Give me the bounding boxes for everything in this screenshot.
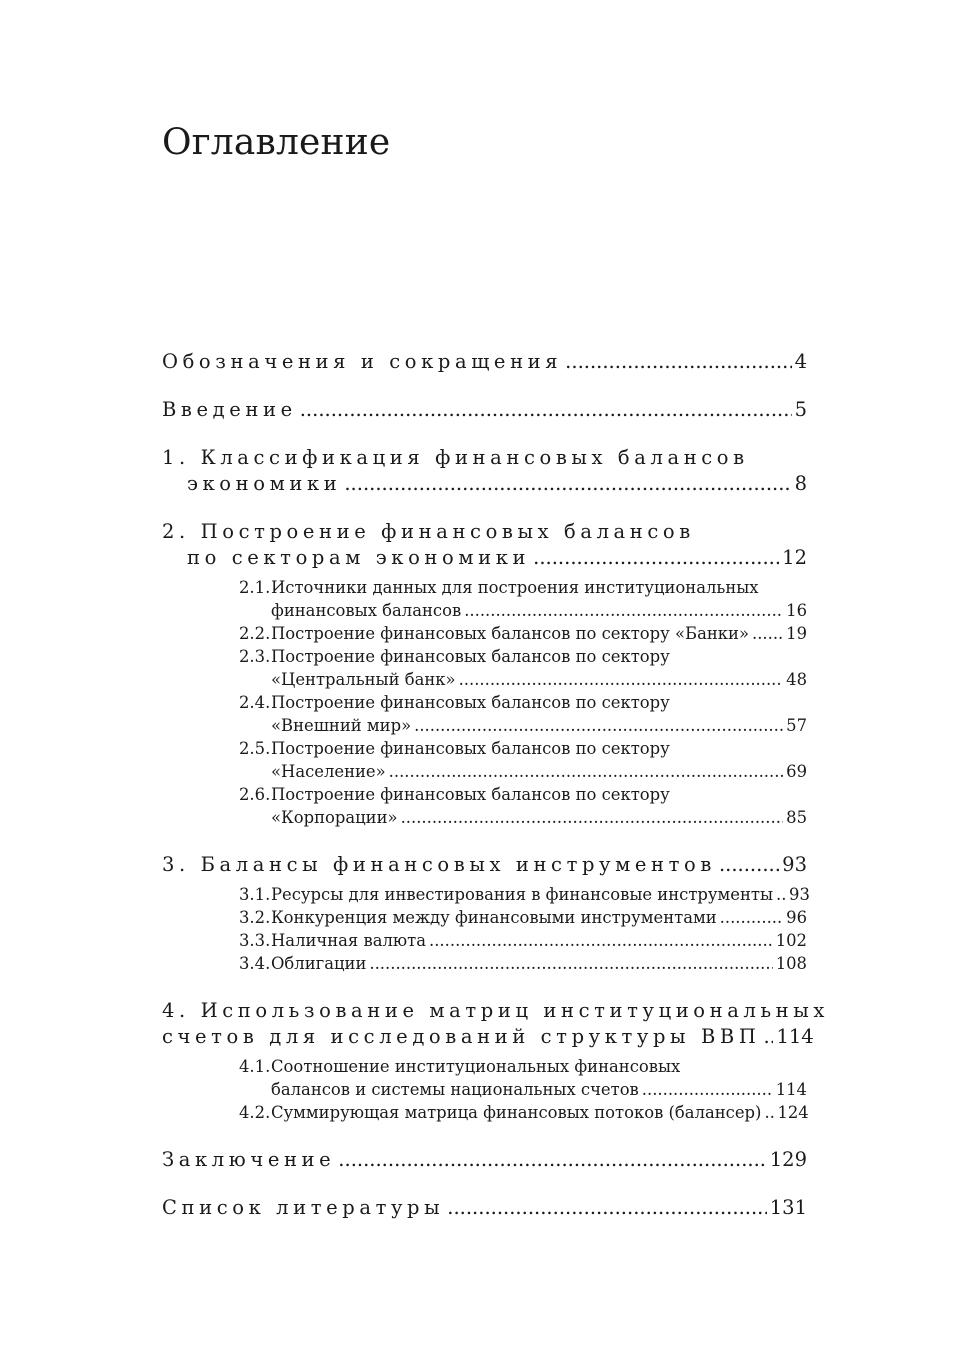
section-number: 3.4. [239,954,271,973]
page-number: 48 [786,670,807,689]
chapter-title-line1: Построение финансовых балансов [200,520,695,543]
page-number: 8 [794,472,807,495]
section-title-line1: Источники данных для построения институциональных [271,578,759,597]
section-title-line1: Наличная валюта [271,931,427,950]
dot-leader [429,931,773,950]
section-number: 4.2. [239,1103,271,1122]
dot-leader [464,601,783,620]
table-of-contents [162,350,829,1222]
page-number: 114 [776,1025,814,1048]
toc-chapter-2[interactable] [162,520,807,572]
toc-section-3-1[interactable] [239,885,810,908]
chapter-number: 1. [162,446,190,469]
section-title-line1: Облигации [271,954,367,973]
section-title-line1: Построение финансовых балансов по сектору [271,647,670,666]
toc-chapter-1[interactable] [162,446,807,498]
dot-leader [300,398,792,421]
section-title-line2: финансовых балансов [271,601,462,620]
dot-leader [720,908,783,927]
toc-chapter-4[interactable] [162,999,829,1051]
section-number: 2.1. [239,578,271,597]
chapter-title-line2: экономики [187,472,342,495]
toc-entry-references[interactable] [162,1196,807,1222]
toc-section-4-2[interactable] [239,1103,807,1126]
chapter-number: 4. [162,999,190,1022]
page-number: 129 [769,1148,807,1171]
chapter-number: 3. [162,853,190,876]
toc-section-3-2[interactable] [239,908,807,931]
section-number: 2.4. [239,693,271,712]
dot-leader [763,1025,773,1048]
section-title-line1: Построение финансовых балансов по сектору [271,739,670,758]
dot-leader [642,1080,773,1099]
section-number: 2.2. [239,624,271,643]
dot-leader [459,670,784,689]
dot-leader [764,1103,774,1122]
toc-section-2-2[interactable] [239,624,807,647]
section-title-line1: Ресурсы для инвестирования в финансовые инструменты [271,885,774,904]
section-title-line1: Соотношение институциональных финансовых [271,1057,681,1076]
chapter-title-line2: счетов для исследований структуры ВВП [162,1025,761,1048]
page-number: 102 [775,931,807,950]
section-number: 3.3. [239,931,271,950]
section-title-line2: балансов и системы национальных счетов [271,1080,639,1099]
toc-entry-conclusion[interactable] [162,1148,807,1174]
page-number: 85 [786,808,807,827]
toc-entry-title: Заключение [162,1148,336,1171]
page-number: 57 [786,716,807,735]
section-title-line2: «Внешний мир» [271,716,412,735]
dot-leader [447,1196,767,1219]
dot-leader [389,762,783,781]
page-number: 131 [769,1196,807,1219]
dot-leader [344,472,791,495]
chapter-4-sections [239,1057,807,1126]
toc-chapter-3[interactable] [162,853,807,879]
dot-leader [401,808,784,827]
section-number: 2.5. [239,739,271,758]
dot-leader [414,716,783,735]
page-title: Оглавление [162,122,391,163]
toc-entry-abbreviations[interactable] [162,350,807,376]
page-number: 19 [786,624,807,643]
toc-entry-title: Список литературы [162,1196,445,1219]
toc-section-2-6[interactable] [239,785,807,831]
toc-entry-title: Обозначения и сокращения [162,350,563,373]
toc-section-2-3[interactable] [239,647,807,693]
section-number: 3.2. [239,908,271,927]
section-number: 4.1. [239,1057,271,1076]
dot-leader [338,1148,766,1171]
section-title-line2: «Центральный банк» [271,670,456,689]
section-title-line1: Конкуренция между финансовыми инструментами [271,908,717,927]
section-title-line2: «Корпорации» [271,808,398,827]
section-title-line1: Построение финансовых балансов по сектору [271,785,670,804]
toc-section-2-4[interactable] [239,693,807,739]
dot-leader [565,350,791,373]
page-number: 5 [794,398,807,421]
page-number: 93 [789,885,810,904]
toc-section-4-1[interactable] [239,1057,807,1103]
chapter-title-line1: Балансы финансовых инструментов [200,853,716,876]
toc-section-3-4[interactable] [239,954,807,977]
section-title-line1: Построение финансовых балансов по сектору «Банки» [271,624,749,643]
page-number: 16 [786,601,807,620]
page-number: 93 [782,853,807,876]
dot-leader [719,853,779,876]
toc-entry-introduction[interactable] [162,398,807,424]
page-number: 69 [786,762,807,781]
dot-leader [776,885,786,904]
chapter-number: 2. [162,520,190,543]
section-number: 2.6. [239,785,271,804]
page-number: 124 [777,1103,809,1122]
chapter-title-line1: Классификация финансовых балансов [200,446,749,469]
chapter-title-line1: Использование матриц институциональных [200,999,829,1022]
section-number: 3.1. [239,885,271,904]
page-number: 4 [794,350,807,373]
section-title-line2: «Население» [271,762,386,781]
page-number: 114 [775,1080,807,1099]
section-title-line1: Построение финансовых балансов по сектору [271,693,670,712]
toc-section-2-1[interactable] [239,578,807,624]
chapter-2-sections [239,578,807,831]
toc-entry-title: Введение [162,398,297,421]
page-number: 96 [786,908,807,927]
page-number: 12 [782,546,807,569]
dot-leader [752,624,783,643]
chapter-title-line2: по секторам экономики [187,546,531,569]
dot-leader [533,546,779,569]
page-number: 108 [775,954,807,973]
dot-leader [369,954,772,973]
section-title-line1: Суммирующая матрица финансовых потоков (балансер) [271,1103,762,1122]
toc-section-3-3[interactable] [239,931,807,954]
toc-section-2-5[interactable] [239,739,807,785]
section-number: 2.3. [239,647,271,666]
chapter-3-sections [239,885,810,977]
